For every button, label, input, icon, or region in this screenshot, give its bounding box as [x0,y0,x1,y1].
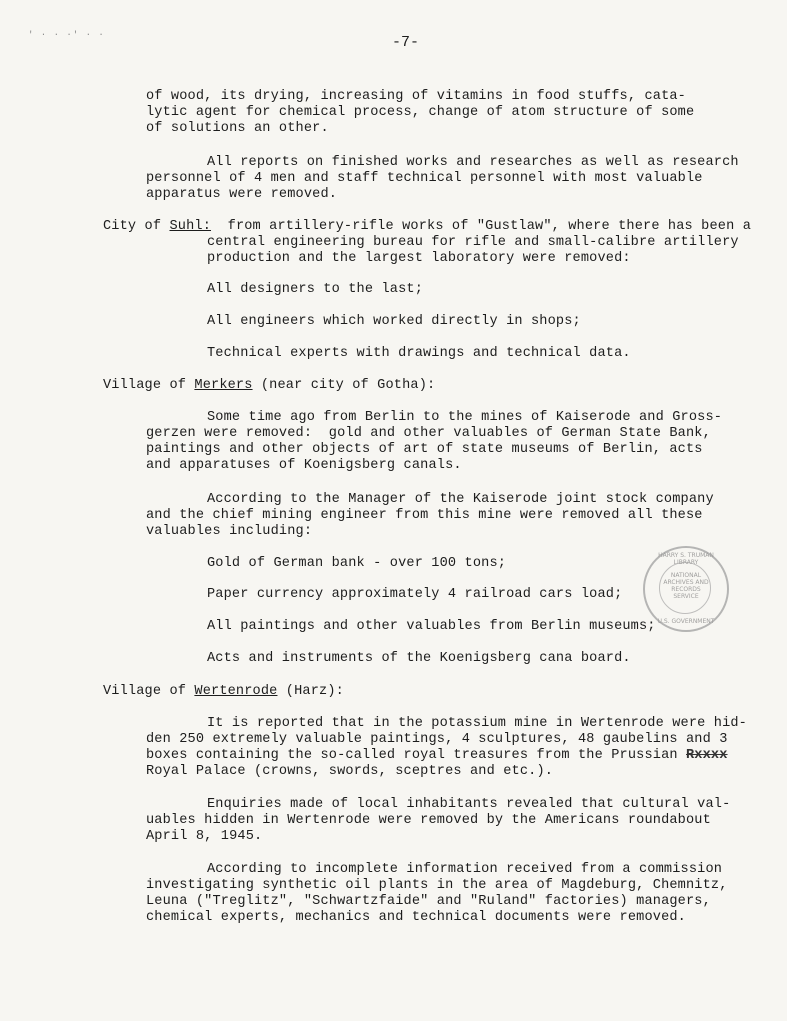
wertenrode-prefix: Village of [103,684,195,699]
corner-marks: ' · · ·' · · [28,30,105,40]
suhl-place: Suhl: [169,219,212,234]
stamp-bottom-text: U.S. GOVERNMENT [657,618,715,625]
merkers-item2: Paper currency approximately 4 railroad cars load; [207,587,623,602]
para1-line2: lytic agent for chemical process, change of atom structure of some [146,105,695,120]
merkers-p1-line4: and apparatuses of Koenigsberg canals. [146,458,462,473]
para2-line1: All reports on finished works and researches as well as research [207,155,739,170]
merkers-item4: Acts and instruments of the Koenigsberg cana board. [207,651,631,666]
para1-line3: of solutions an other. [146,121,329,136]
wertenrode-p3-line3: Leuna ("Treglitz", "Schwartzfaide" and "Ruland" factories) managers, [146,894,711,909]
struck-word: Rxxxx [686,748,728,763]
wertenrode-heading [103,684,344,700]
merkers-item3: All paintings and other valuables from Berlin museums; [207,619,656,634]
merkers-prefix: Village of [103,378,195,393]
wertenrode-p3-line2: investigating synthetic oil plants in the area of Magdeburg, Chemnitz, [146,878,728,893]
merkers-p2-line1: According to the Manager of the Kaiserode joint stock company [207,492,714,507]
wertenrode-p1-line1: It is reported that in the potassium mine in Wertenrode were hid- [207,716,747,731]
merkers-p1-line1: Some time ago from Berlin to the mines of Kaiserode and Gross- [207,410,723,425]
stamp-top-text: HARRY S. TRUMAN LIBRARY [658,552,714,566]
suhl-line2: central engineering bureau for rifle and small-calibre artillery [207,235,739,250]
merkers-p1-line3: paintings and other objects of art of state museums of Berlin, acts [146,442,703,457]
stamp-text-2: ARCHIVES AND [663,579,709,586]
para1-line1: of wood, its drying, increasing of vitamins in food stuffs, cata- [146,89,686,104]
merkers-suffix: (near city of Gotha): [252,378,436,393]
wertenrode-p3-line1: According to incomplete information received from a commission [207,862,723,877]
stamp-text-3: RECORDS [671,586,701,593]
stamp-text-1: NATIONAL [670,572,702,579]
archive-stamp [643,546,729,632]
wertenrode-p1-line3 [146,748,728,764]
merkers-item1: Gold of German bank - over 100 tons; [207,556,507,571]
page-number: -7- [392,34,420,51]
wertenrode-p2-line2: uables hidden in Wertenrode were removed by the Americans roundabout [146,813,711,828]
merkers-place: Merkers [194,378,253,393]
merkers-p2-line3: valuables including: [146,524,313,539]
suhl-prefix: City of [103,219,170,234]
wertenrode-p1-line4: Royal Palace (crowns, swords, sceptres and etc.). [146,764,554,779]
suhl-item1: All designers to the last; [207,282,423,297]
merkers-p1-line2: gerzen were removed: gold and other valuables of German State Bank, [146,426,711,441]
para2-line2: personnel of 4 men and staff technical personnel with most valuable [146,171,703,186]
stamp-text-4: SERVICE [673,593,699,600]
wertenrode-p1-line3-text: boxes containing the so-called royal treasures from the Prussian [146,748,686,763]
suhl-item3: Technical experts with drawings and technical data. [207,346,631,361]
suhl-heading-line [103,219,751,235]
merkers-p2-line2: and the chief mining engineer from this mine were removed all these [146,508,703,523]
wertenrode-p2-line3: April 8, 1945. [146,829,263,844]
suhl-line3: production and the largest laboratory were removed: [207,251,631,266]
wertenrode-suffix: (Harz): [277,684,344,699]
suhl-item2: All engineers which worked directly in shops; [207,314,581,329]
merkers-heading [103,378,435,394]
wertenrode-p3-line4: chemical experts, mechanics and technical documents were removed. [146,910,686,925]
suhl-line1: from artillery-rifle works of "Gustlaw", where there has been a [211,219,752,234]
para2-line3: apparatus were removed. [146,187,338,202]
wertenrode-p2-line1: Enquiries made of local inhabitants revealed that cultural val- [207,797,731,812]
wertenrode-p1-line2: den 250 extremely valuable paintings, 4 sculptures, 48 gaubelins and 3 [146,732,728,747]
wertenrode-place: Wertenrode [194,684,278,699]
